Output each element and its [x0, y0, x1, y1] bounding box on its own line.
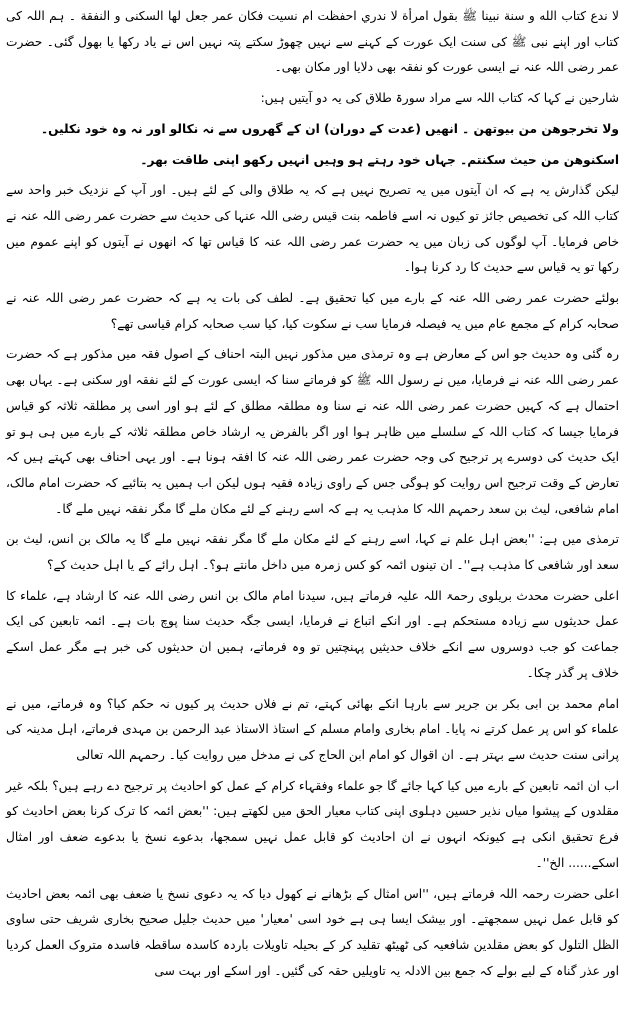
paragraph-tirmidhi: ترمذی میں ہے: ''بعض اہل علم نے کہا، اسے رہنے کے لئے مکان ملے گا مگر نفقہ نہیں ملے گا یہ مالک بن انس، لیث بن سعد اور شافعی کا مذہب ہے''۔ ان تینوں ائمہ کو کس زمرہ میں داخل مانتے ہو؟۔ اہل رائے کے یا اہل حدیث کے؟: [6, 532, 619, 573]
paragraph-conclusion: اعلی حضرت رحمہ اللہ فرماتے ہیں، ''اس امثال کے بڑھانے نے کھول دیا کہ یہ دعوی نسخ یا ضعف بھی ائمہ بعض احادیث کو قابل عمل نہیں سمجھتے۔ اور بیشک ایسا ہی ہے خود اسی 'معیار' میں حدیث جلیل صحیح بخاری شریف حتی ساوى الظل التلول کو بعض مقلدین شافعیہ کی ٹھیٹھ تقلید کر کے بحیلہ تاویلات باردہ کاسدہ ساقطہ فاسدہ متروک العمل کردیا اور عذر گناہ کے لیے بولے کہ جمع بین الادلہ یہ تاویلیں حقہ کی گئیں۔ اور اسکے اور بہت سی: [6, 886, 619, 978]
paragraph-ala-hazrat: اعلی حضرت محدث بریلوی رحمۃ اللہ علیہ فرماتے ہیں، سیدنا امام مالک بن انس رضی اللہ عنہ کا ارشاد ہے، علماء کا عمل حدیثوں سے زیادہ مستحکم ہے۔ اور انکے اتباع نے فرمایا، ایسی جگہ حدیث سنا پوچ بات ہے۔ ائمہ تابعین کی ایک جماعت کو جب دوسروں سے انکے خلاف حدیثیں پہنچتیں تو وہ فرماتے، ہمیں ان حدیثوں کی خبر ہے مگر عمل اسکے خلاف پر گذر چکا۔: [6, 588, 619, 680]
paragraph-opposing-hadith: رہ گئی وہ حدیث جو اس کے معارض ہے وہ ترمذی میں مذکور نہیں البتہ احناف کے اصول فقہ میں مذکور ہے کہ حضرت عمر رضی اللہ عنہ نے فرمایا، میں نے رسول اللہ ﷺ کو فرماتے سنا کہ ایسی عورت کے لئے نفقہ اور سکنی ہے۔ یہاں بھی احتمال ہے کہ کہیں حضرت عمر رضی اللہ عنہ نے سنا وہ مطلقہ مطلق کے لئے ہو اور اسی پر مطلقہ ثلاثہ کو قیاس فرمایا جیسا کہ کتاب اللہ کے سلسلے میں ظاہر ہوا اور اگر بالفرض یہ ارشاد خاص مطلقہ ثلاثہ کے بارے میں ہی ہو تو ایک حدیث کی دوسرے پر ترجیح کی وجہ حضرت عمر رضی اللہ عنہ کا افقہ ہونا ہے۔ اور یہی احناف بھی کہتے ہیں کہ تعارض کے وقت ترجیح اس روایت کو ہوگی جس کے راوی زیادہ فقیہ ہوں لیکن اب ہمیں یہ بتائیے کہ حضرت امام مالک، امام شافعی، لیث بن سعد رحمہم اللہ کا مذہب یہ ہے کہ اسے رہنے کے لئے مکان ملے گا مگر نفقہ نہیں ملے گا۔: [6, 347, 619, 516]
paragraph-commentators: شارحین نے کہا کہ کتاب اللہ سے مراد سورۃ طلاق کی یہ دو آیتیں ہیں:: [260, 91, 619, 106]
paragraph-question: بولئے حضرت عمر رضی اللہ عنہ کے بارے میں کیا تحقیق ہے۔ لطف کی بات یہ ہے کہ حضرت عمر رضی اللہ عنہ نے صحابہ کرام کے مجمع عام میں یہ فیصلہ فرمایا سب نے سکوت کیا، کیا سب صحابہ کرام قیاسی تھے؟: [6, 291, 619, 331]
paragraph-verse-one: ولا تخرجوهن من بيوتهن ۔ انھیں (عدت کے دوران) ان کے گھروں سے نہ نکالو اور نہ وہ خود نکلیں۔: [40, 121, 619, 136]
paragraph-verse-two: اسكنوهن من حيث سكنتم۔ جہاں خود رہتے ہو وہیں انہیں رکھو اپنی طاقت بھر۔: [140, 152, 619, 167]
paragraph-hadith-umar: لا ندع كتاب الله و سنة نبينا ﷺ بقول امرأة لا ندري احفظت ام نسيت فكان عمر جعل لها السكنى و النفقة ۔ ہم اللہ کی کتاب اور اپنے نبی ﷺ کی سنت ایک عورت کے کہنے سے نہیں چھوڑ سکتے پتہ نہیں اس نے یاد رکھا یا بھول گئی۔ حضرت عمر رضی اللہ عنہ نے ایسی عورت کو نفقہ بھی دلایا اور مکان بھی۔: [6, 9, 619, 75]
paragraph-tabieen: اب ان ائمہ تابعین کے بارے میں کیا کہا جائے گا جو علماء وفقہاء کرام کے عمل کو احادیث پر ترجیح دے رہے ہیں؟ بلکہ غیر مقلدوں کے پیشوا میاں نذیر حسین دہلوی اپنی کتاب معیار الحق میں لکھتے ہیں: ''بعض ائمہ کا ترک کرنا بعض احادیث کو فرع تحقیق انکی ہے کیونکہ انہوں نے ان احادیث کو قابل عمل نہیں سمجھا، بدعوے نسخ یا بدعوے ضعف اور امثال اسکے...... الخ''۔: [6, 778, 619, 870]
paragraph-request: لیکن گذارش یہ ہے کہ ان آیتوں میں یہ تصریح نہیں ہے کہ یہ طلاق والی کے لئے ہیں۔ اور آپ کے نزدیک خبر واحد سے کتاب اللہ کی تخصیص جائز تو کیوں نہ اسے فاطمہ بنت قیس رضی اللہ عنہا کی حدیث سے حضرت عمر رضی اللہ عنہ نے خاص فرمایا۔ آپ لوگوں کی زبان میں یہ حضرت عمر رضی اللہ عنہ کا قیاس تھا کہ انھوں نے آیتوں کو اپنے عموم میں رکھا تو یہ قیاس سے حدیث کا رد کرنا ہوا۔: [6, 183, 619, 275]
paragraph-imam-muhammad: امام محمد بن ابی بکر بن جریر سے بارہا انکے بھائی کہتے، تم نے فلاں حدیث پر کیوں نہ حکم کیا؟ وہ فرماتے، میں نے علماء کو اس پر عمل کرتے نہ پایا۔ امام بخاری وامام مسلم کے استاذ الاستاذ عبد الرحمن بن مہدی فرماتے، اہل مدینہ کی پرانی سنت حدیث سے بہتر ہے۔ ان اقوال کو امام ابن الحاج کی نے مدخل میں روایت کیا۔ رحمہم اللہ تعالی: [6, 696, 619, 762]
